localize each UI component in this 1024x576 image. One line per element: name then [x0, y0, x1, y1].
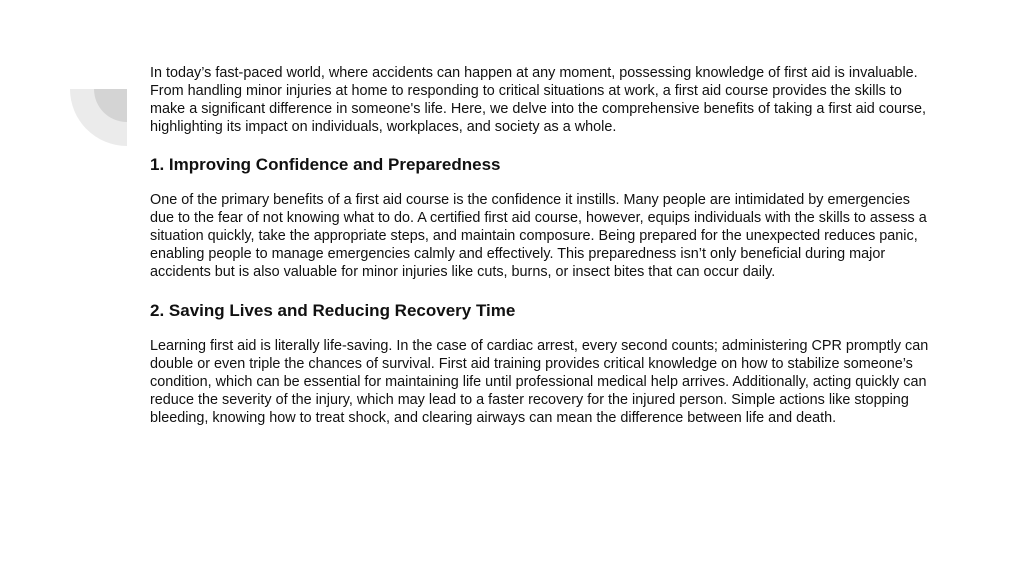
- intro-paragraph: In today’s fast-paced world, where accidents can happen at any moment, possessing knowledge of first aid is invaluable. From handling minor injuries at home to responding to critical situations at work, a first aid course provides the skills to make a significant difference in someone's life. Here, we delve into the comprehensive benefits of taking a first aid course, highlighting its impact on individuals, workplaces, and society as a whole.: [150, 65, 926, 135]
- section-body-saving-lives: Learning first aid is literally life-saving. In the case of cardiac arrest, every second counts; administering CPR promptly can double or even triple the chances of survival. First aid training provides critical knowledge on how to stabilize someone’s condition, which can be essential for maintaining life until professional medical help arrives. Additionally, acting quickly can reduce the severity of the injury, which may lead to a faster recovery for the injured person. Simple actions like stopping bleeding, knowing how to treat shock, and clearing airways can mean the difference between life and death.: [150, 338, 929, 426]
- section-heading-saving-lives: 2. Saving Lives and Reducing Recovery Time: [150, 301, 516, 320]
- section-body-confidence: One of the primary benefits of a first aid course is the confidence it instills. Many people are intimidated by emergencies due to the fear of not knowing what to do. A certified first aid course, however, equips individuals with the skills to assess a situation quickly, take the appropriate steps, and maintain composure. Being prepared for the unexpected reduces panic, enabling people to manage emergencies calmly and effectively. This preparedness isn’t only beneficial during major accidents but is also valuable for minor injuries like cuts, burns, or insect bites that can occur daily.: [150, 192, 927, 280]
- article-content: [150, 64, 930, 427]
- section-heading-confidence: 1. Improving Confidence and Preparedness: [150, 155, 501, 174]
- decorative-quarter-circle-icon: [70, 89, 127, 146]
